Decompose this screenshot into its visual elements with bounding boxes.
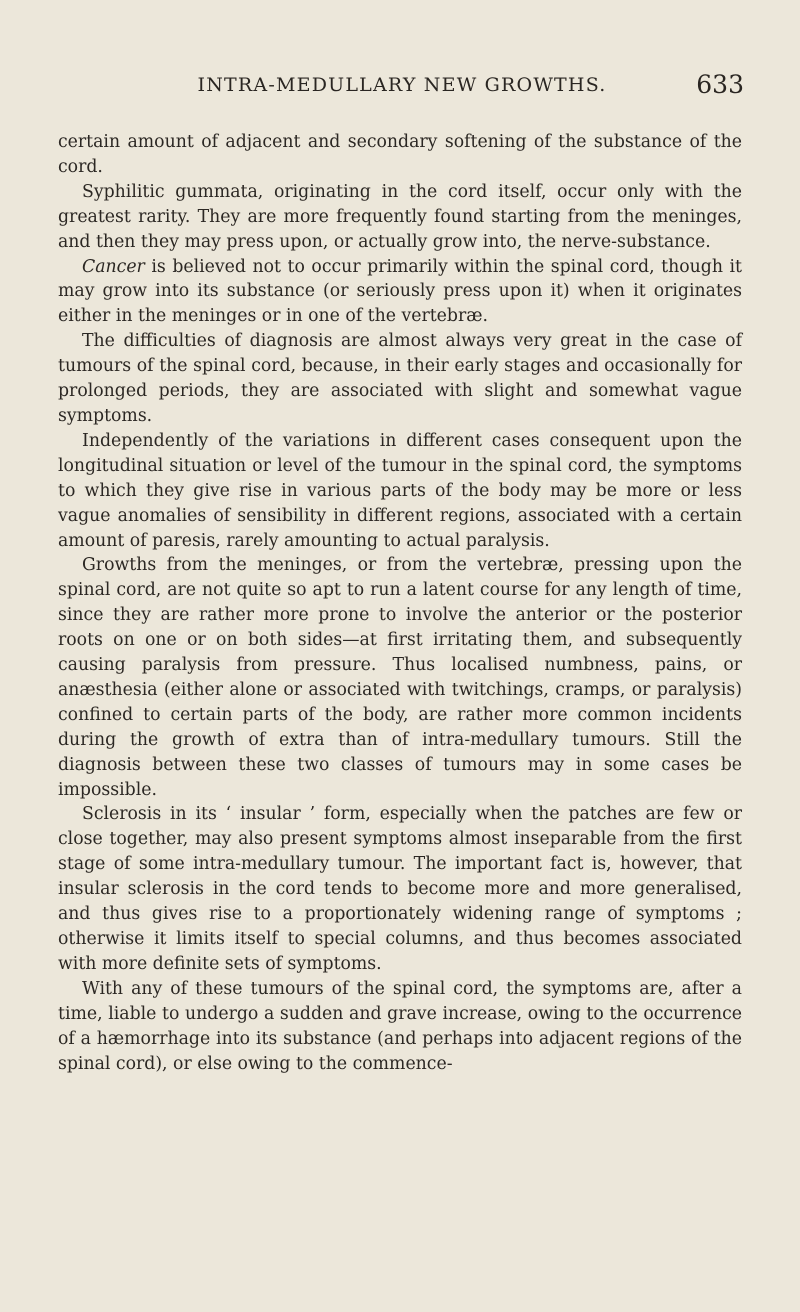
paragraph-6 [58, 553, 742, 802]
paragraph-4 [58, 329, 742, 429]
paragraph-8-text: With any of these tumours of the spinal cord, the symptoms are, after a time, liable to undergo a sudden and grave increase, owing to the occurrence of a hæmorrhage into its substance (and perhaps into adjacent regions of the spinal cord), or else owing to the commence- [58, 978, 742, 1074]
paragraph-3-lead-term: Cancer [82, 256, 145, 277]
running-head: INTRA-MEDULLARY NEW GROWTHS. [197, 74, 607, 96]
paragraph-6-text: Growths from the meninges, or from the vertebræ, pressing upon the spinal cord, are not quite so apt to run a latent course for any length of time, since they are rather more prone to involve the anterior or the posterior roots on one or on both sides—at first irritating them, and subsequently causing paralysis from pressure. Thus localised numbness, pains, or anæsthesia (either alone or associated with twitchings, cramps, or paralysis) confined to certain parts of the body, are rather more common incidents during the growth of extra than of intra-medullary tumours. Still the diagnosis between these two classes of tumours may in some cases be impossible. [58, 555, 742, 800]
paragraph-7 [58, 802, 742, 976]
paragraph-5 [58, 429, 742, 554]
paragraph-7-text: Sclerosis in its ‘ insular ’ form, especially when the patches are few or close together, may also present symptoms almost inseparable from the first stage of some intra-medullary tumour. The important fact is, however, that insular sclerosis in the cord tends to become more and more generalised, and thus gives rise to a proportionately widening range of symptoms ; otherwise it limits itself to special columns, and thus becomes associated with more definite sets of symptoms. [58, 804, 742, 974]
paragraph-3-text: is believed not to occur primarily within the spinal cord, though it may grow into its substance (or seriously press upon it) when it originates either in the meninges or in one of the vertebræ. [58, 256, 742, 327]
paragraph-2 [58, 180, 742, 255]
paragraph-8 [58, 977, 742, 1077]
paragraph-3 [58, 255, 742, 330]
paragraph-1-text: certain amount of adjacent and secondary softening of the substance of the cord. [58, 132, 742, 177]
page-header [60, 70, 744, 104]
page-number: 633 [696, 70, 744, 99]
body-text [58, 130, 742, 1076]
paragraph-5-text: Independently of the variations in different cases consequent upon the longitudinal situation or level of the tumour in the spinal cord, the symptoms to which they give rise in various parts of the body may be more or less vague anomalies of sensibility in different regions, associated with a certain amount of paresis, rarely amounting to actual paralysis. [58, 430, 742, 551]
paragraph-1 [58, 130, 742, 180]
paragraph-2-text: Syphilitic gummata, originating in the cord itself, occur only with the greatest rarity. They are more frequently found starting from the meninges, and then they may press upon, or actually grow into, the nerve-substance. [58, 181, 742, 252]
paragraph-4-text: The difficulties of diagnosis are almost always very great in the case of tumours of the spinal cord, because, in their early stages and occasionally for prolonged periods, they are associated with slight and somewhat vague symptoms. [58, 331, 742, 426]
